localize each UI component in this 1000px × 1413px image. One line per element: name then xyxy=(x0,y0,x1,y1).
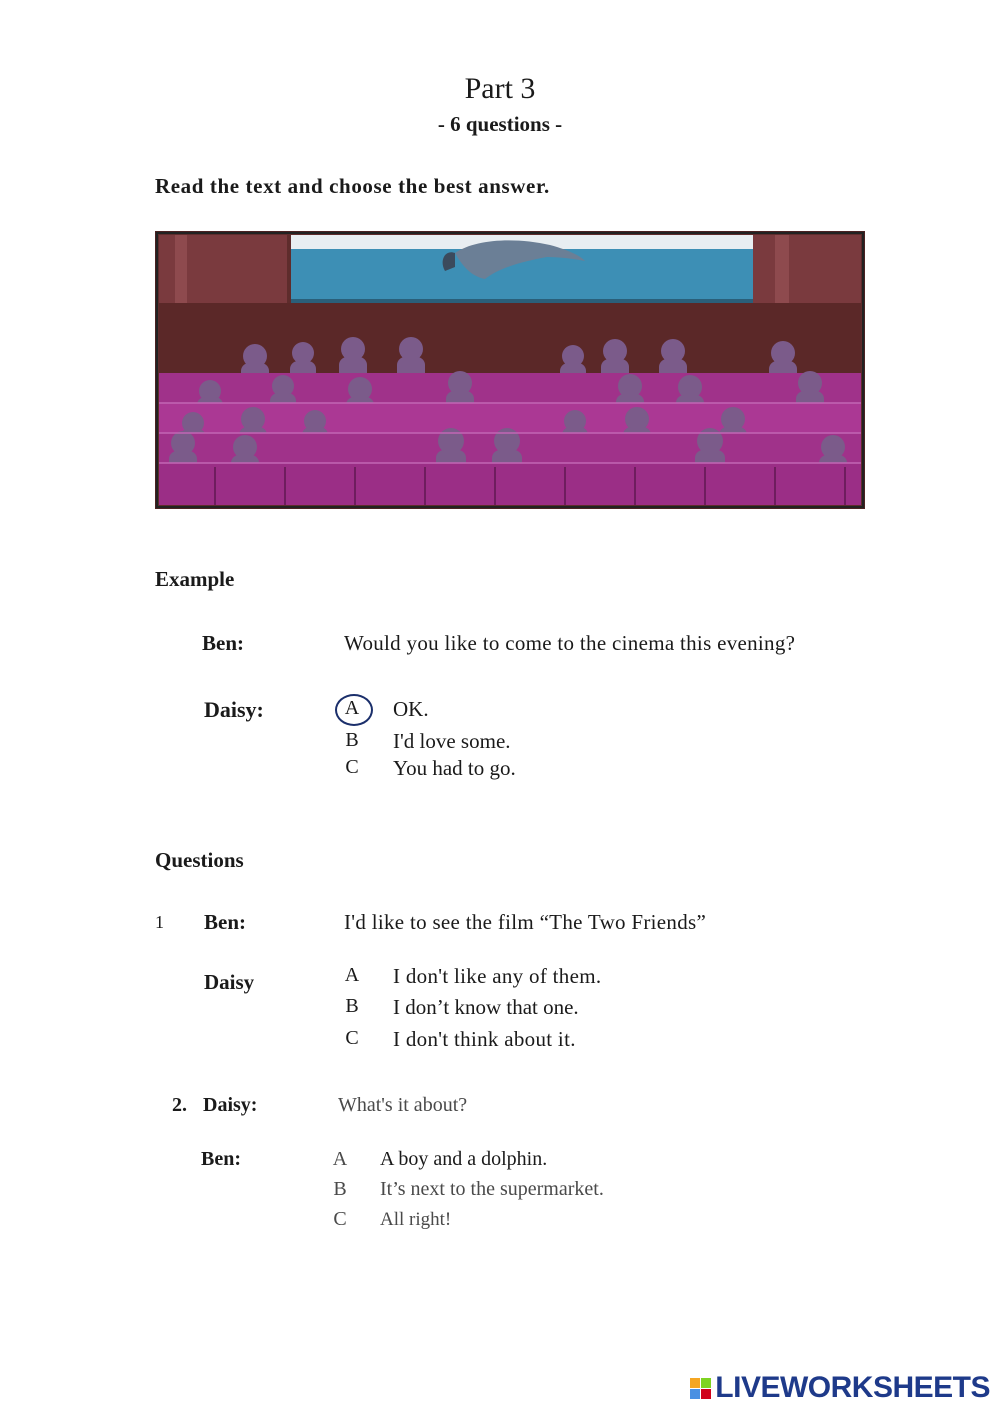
logo-grid-icon xyxy=(690,1378,711,1399)
question-count: - 6 questions - xyxy=(437,112,563,136)
page-title: Part 3 xyxy=(464,72,536,105)
question-1-option-a-letter[interactable]: A xyxy=(344,964,360,986)
example-option-c-text[interactable]: You had to go. xyxy=(393,756,516,780)
instruction: Read the text and choose the best answer. xyxy=(155,174,550,198)
question-1-answer-speaker: Daisy xyxy=(204,970,255,994)
example-heading: Example xyxy=(155,567,235,591)
question-2-number: 2. xyxy=(172,1094,187,1116)
question-1-prompt-text: I'd like to see the film “The Two Friends” xyxy=(344,910,707,934)
brand-name: LIVEWORKSHEETS xyxy=(715,1371,990,1404)
question-2-option-a-text[interactable]: A boy and a dolphin. xyxy=(380,1148,548,1170)
question-2-option-a-letter[interactable]: A xyxy=(332,1148,348,1170)
example-prompt-speaker: Ben: xyxy=(202,631,244,655)
liveworksheets-logo xyxy=(690,1371,990,1405)
question-1-number: 1 xyxy=(155,912,164,932)
example-answer-speaker: Daisy: xyxy=(204,697,264,722)
questions-heading: Questions xyxy=(155,848,244,872)
question-2-option-b-letter[interactable]: B xyxy=(333,1178,347,1200)
question-1-option-a-text[interactable]: I don't like any of them. xyxy=(393,964,602,988)
question-2-option-b-text[interactable]: It’s next to the supermarket. xyxy=(380,1178,604,1200)
cinema-illustration xyxy=(155,231,865,509)
question-1-prompt-speaker: Ben: xyxy=(204,910,246,934)
question-1-option-c-letter[interactable]: C xyxy=(345,1027,359,1049)
example-option-b-letter[interactable]: B xyxy=(345,729,359,751)
question-2-prompt-speaker: Daisy: xyxy=(203,1094,258,1116)
example-option-c-letter[interactable]: C xyxy=(345,756,359,778)
example-prompt-text: Would you like to come to the cinema this evening? xyxy=(344,631,796,655)
question-2-prompt-text: What's it about? xyxy=(338,1094,468,1116)
question-2-option-c-letter[interactable]: C xyxy=(333,1208,347,1230)
question-2-option-c-text[interactable]: All right! xyxy=(380,1209,452,1230)
question-1-option-b-text[interactable]: I don’t know that one. xyxy=(393,995,579,1019)
example-option-a-text[interactable]: OK. xyxy=(393,697,429,721)
question-2-answer-speaker: Ben: xyxy=(201,1148,241,1170)
example-option-a-letter[interactable]: A xyxy=(344,697,360,719)
question-1-option-b-letter[interactable]: B xyxy=(345,995,359,1017)
example-option-b-text[interactable]: I'd love some. xyxy=(393,729,511,753)
question-1-option-c-text[interactable]: I don't think about it. xyxy=(393,1027,576,1051)
